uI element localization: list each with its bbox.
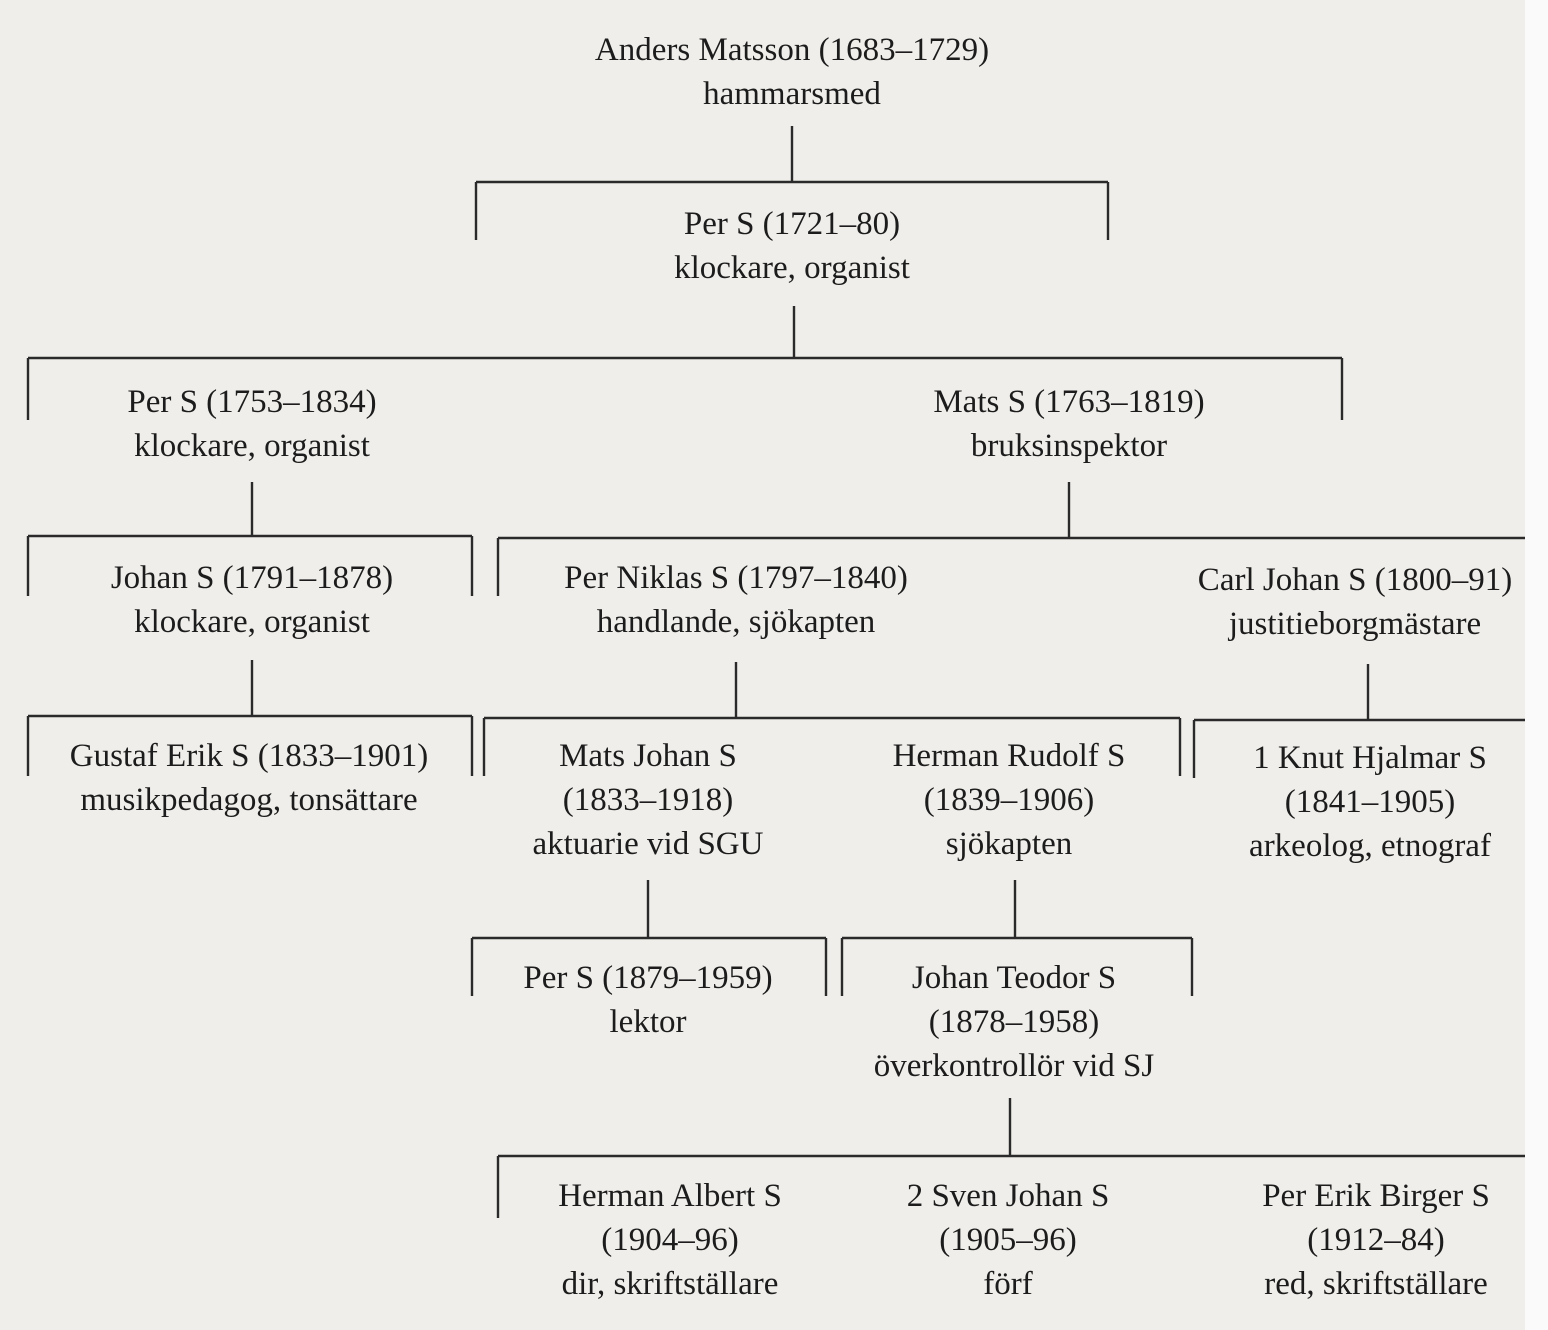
person-years: (1833–1918) [562,782,734,818]
person-title: klockare, organist [134,428,370,464]
person-years: (1904–96) [601,1222,739,1258]
person-herman-rudolf-s [893,734,1126,866]
person-name: Per Niklas S (1797–1840) [564,560,908,596]
person-name: 2 Sven Johan S [906,1178,1110,1214]
person-per-s-1721 [674,202,910,290]
person-name: Anders Matsson (1683–1729) [594,32,990,68]
person-years: (1912–84) [1307,1222,1445,1258]
person-title: hammarsmed [703,76,881,112]
person-years: (1839–1906) [923,782,1095,818]
person-title: justitieborgmästare [1228,606,1482,642]
person-name: Per S (1879–1959) [523,960,773,996]
person-name: Herman Rudolf S [892,738,1126,774]
person-title: bruksinspektor [970,428,1168,464]
person-name: Johan S (1791–1878) [110,560,394,596]
person-title: förf [983,1266,1033,1302]
person-title: lektor [609,1004,687,1040]
person-per-s-1879 [523,956,772,1044]
person-title: dir, skriftställare [561,1266,779,1302]
person-carl-johan-s [1198,558,1512,646]
person-name: Per S (1753–1834) [127,384,377,420]
person-name: Per S (1721–80) [683,206,901,242]
person-years: (1841–1905) [1284,784,1456,820]
person-herman-albert-s [558,1174,782,1306]
person-name: Carl Johan S (1800–91) [1197,562,1513,598]
person-title: överkontrollör vid SJ [873,1048,1155,1084]
person-name: Mats S (1763–1819) [933,384,1205,420]
person-title: klockare, organist [674,250,910,286]
person-title: aktuarie vid SGU [532,826,764,862]
person-name: Mats Johan S [559,738,737,774]
person-years: (1878–1958) [928,1004,1100,1040]
person-sven-johan-s [907,1174,1110,1306]
page-edge [1525,0,1548,1330]
person-name: Gustaf Erik S (1833–1901) [69,738,429,774]
person-johan-s [111,556,393,644]
person-per-erik-birger-s [1262,1174,1490,1306]
person-per-s-1753 [127,380,376,468]
person-gustaf-erik-s [70,734,428,822]
person-anders-matsson [595,28,989,116]
person-title: red, skriftställare [1264,1266,1488,1302]
person-mats-s [933,380,1204,468]
person-title: handlande, sjökapten [596,604,876,640]
person-mats-johan-s [533,734,764,866]
person-name: Per Erik Birger S [1262,1178,1490,1214]
person-years: (1905–96) [939,1222,1077,1258]
person-johan-teodor-s [874,956,1154,1088]
person-name: Johan Teodor S [911,960,1117,996]
person-title: sjökapten [945,826,1073,862]
person-name: 1 Knut Hjalmar S [1253,740,1487,776]
person-name: Herman Albert S [558,1178,782,1214]
person-knut-hjalmar-s [1249,736,1491,868]
person-per-niklas-s [564,556,908,644]
person-title: arkeolog, etnograf [1249,828,1491,864]
person-title: klockare, organist [134,604,370,640]
person-title: musikpedagog, tonsättare [80,782,418,818]
